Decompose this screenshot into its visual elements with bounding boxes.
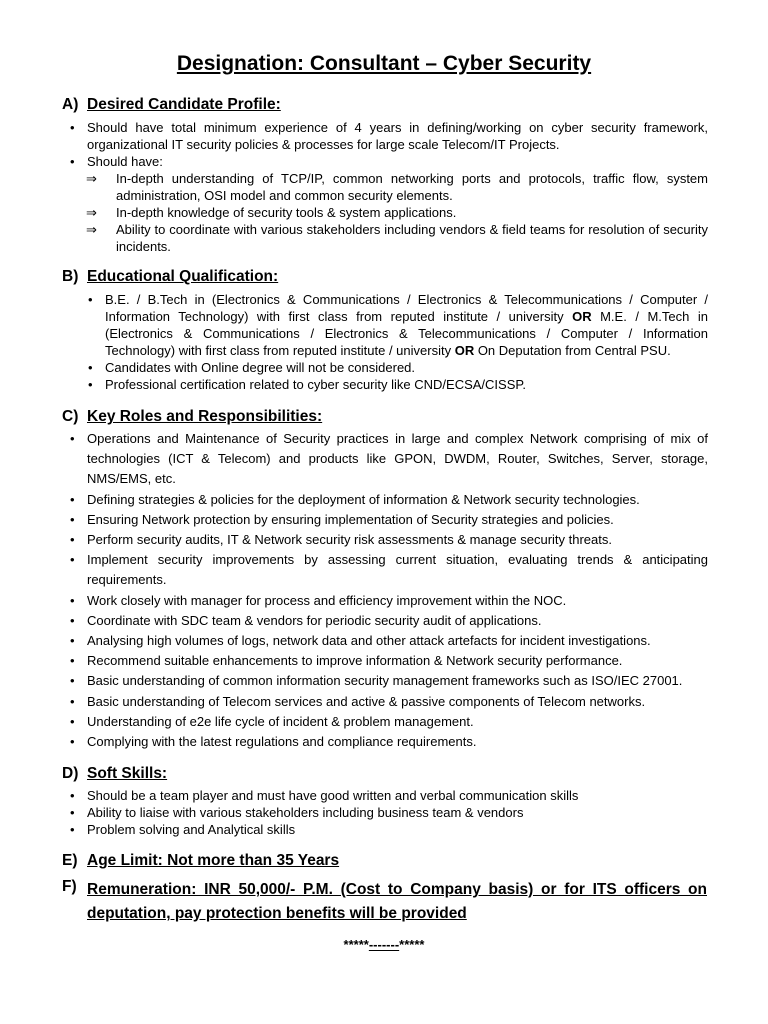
section-a-letter: A) [62, 96, 79, 113]
list-item: • Implement security improvements by assessing current situation, evaluating trends & anticipating requirements. [62, 550, 708, 590]
section-e-heading [62, 852, 339, 870]
section-f-letter: F) [62, 878, 77, 895]
section-e-letter: E) [62, 852, 78, 869]
section-f-heading [62, 878, 707, 926]
section-d-heading [62, 765, 167, 783]
list-item: • Complying with the latest regulations and compliance requirements. [62, 732, 708, 752]
list-item: • Analysing high volumes of logs, network data and other attack artefacts for incident investigations. [62, 631, 708, 651]
section-a-heading [62, 96, 281, 114]
list-item [80, 291, 708, 359]
section-c-letter: C) [62, 408, 79, 425]
list-item: • Professional certification related to cyber security like CND/ECSA/CISSP. [80, 376, 708, 393]
sub-list-item [62, 170, 708, 204]
list-item: • Problem solving and Analytical skills [62, 821, 708, 838]
list-item: • Work closely with manager for process and efficiency improvement within the NOC. [62, 591, 708, 611]
qualification-text: On Deputation from Central PSU. [474, 343, 671, 358]
list-item: • Basic understanding of Telecom services and active & passive components of Telecom networks. [62, 692, 708, 712]
page-title: Designation: Consultant – Cyber Security [176, 52, 592, 75]
qualification-text: M.E. / M.Tech in (Electronics & Communications / Electronics & Telecommunications / Computer / Information Technology) with first class from reputed institute / university [105, 309, 708, 358]
section-b-body [80, 291, 708, 393]
section-e-title: Age Limit: Not more than 35 Years [87, 852, 340, 869]
section-b-title: Educational Qualification: [87, 268, 279, 285]
footer-separator [0, 937, 768, 952]
footer-dashes: ------- [368, 937, 400, 952]
qualification-text: B.E. / B.Tech in (Electronics & Communications / Electronics & Telecommunications / Computer / Information Technology) with first class from reputed institute / university [105, 292, 708, 324]
section-a-title: Desired Candidate Profile: [87, 96, 281, 113]
list-item: • Basic understanding of common information security management frameworks such as ISO/IEC 27001. [62, 671, 708, 691]
list-item: • Candidates with Online degree will not be considered. [80, 359, 708, 376]
sub-item-text: In-depth understanding of TCP/IP, common networking ports and protocols, traffic flow, system administration, OSI model and common security elements. [116, 171, 708, 203]
or-keyword: OR [454, 343, 475, 358]
sub-item-text: Ability to coordinate with various stakeholders including vendors & field teams for resolution of security incidents. [116, 222, 708, 254]
section-d-body [62, 787, 708, 838]
list-item: • Recommend suitable enhancements to improve information & Network security performance. [62, 651, 708, 671]
arrow-icon: ⇒ [86, 171, 97, 186]
footer-stars-left: ***** [343, 937, 369, 952]
list-item: • Should be a team player and must have good written and verbal communication skills [62, 787, 708, 804]
section-c-heading [62, 408, 322, 426]
sub-list-item [62, 221, 708, 255]
section-d-title: Soft Skills: [87, 765, 168, 782]
list-item: • Should have total minimum experience of 4 years in defining/working on cyber security framework, organizational IT security policies & processes for large scale Telecom/IT Projects. [62, 119, 708, 153]
arrow-icon: ⇒ [86, 222, 97, 237]
section-a-body [62, 119, 708, 255]
list-item: • Coordinate with SDC team & vendors for periodic security audit of applications. [62, 611, 708, 631]
section-b-heading [62, 268, 278, 286]
list-item: • Understanding of e2e life cycle of incident & problem management. [62, 712, 708, 732]
list-item: • Operations and Maintenance of Security practices in large and complex Network comprising of mix of technologies (ICT & Telecom) and products like GPON, DWDM, Router, Switches, Server, storage, NMS/EMS, etc. [62, 429, 708, 490]
list-item: • Should have: [62, 153, 708, 170]
or-keyword: OR [572, 309, 592, 324]
list-item: • Defining strategies & policies for the deployment of information & Network security technologies. [62, 490, 708, 510]
section-c-title: Key Roles and Responsibilities: [87, 408, 323, 425]
section-c-body [62, 429, 708, 752]
list-item: • Ensuring Network protection by ensuring implementation of Security strategies and policies. [62, 510, 708, 530]
footer-stars-right: ***** [399, 937, 425, 952]
section-f-title: Remuneration: INR 50,000/- P.M. (Cost to Company basis) or for ITS officers on deputation, pay protection benefits will be provided [87, 881, 707, 922]
section-d-letter: D) [62, 765, 79, 782]
sub-item-text: In-depth knowledge of security tools & system applications. [116, 205, 457, 220]
list-item: • Ability to liaise with various stakeholders including business team & vendors [62, 804, 708, 821]
arrow-icon: ⇒ [86, 205, 97, 220]
section-b-letter: B) [62, 268, 79, 285]
list-item: • Perform security audits, IT & Network security risk assessments & manage security threats. [62, 530, 708, 550]
sub-list-item [62, 204, 708, 221]
